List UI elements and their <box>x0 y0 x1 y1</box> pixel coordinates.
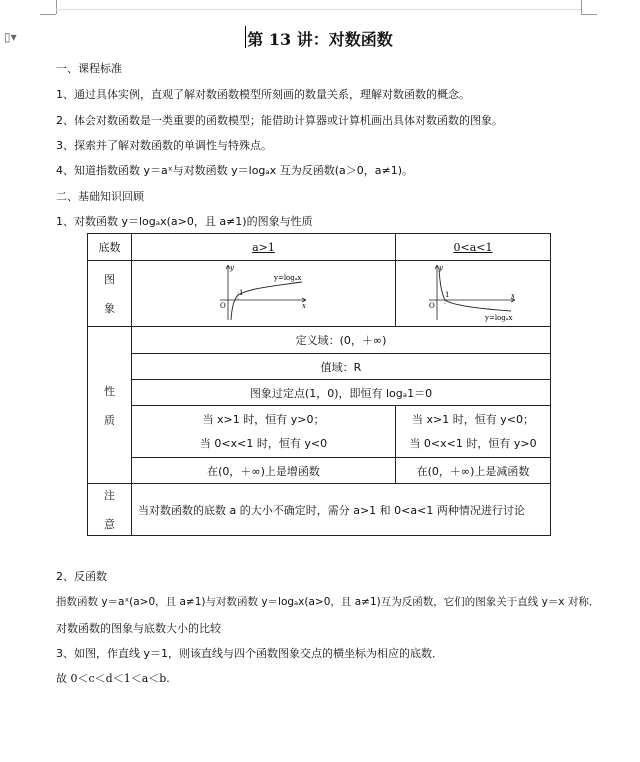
table-row <box>88 484 551 536</box>
monotonic-decreasing-cell: 在(0，＋∞)上是减函数 <box>396 458 551 484</box>
note-row-label: 注 意 <box>88 484 132 536</box>
section-heading-2: 二、基础知识回顾 <box>56 190 144 203</box>
graph-increasing <box>132 261 396 327</box>
inverse-function-text: 指数函数 y＝aˣ(a>0，且 a≠1)与对数函数 y＝logₐx(a>0，且 a≠1)互为反函数，它们的图象关于直线 y＝x 对称． <box>56 596 600 608</box>
property-row-label: 性 质 <box>88 327 132 484</box>
svg-text:y=logₐx: y=logₐx <box>273 274 301 282</box>
sign-cell-decreasing: 当 x>1 时，恒有 y<0； 当 0<x<1 时，恒有 y>0 <box>396 406 551 458</box>
svg-text:1: 1 <box>238 289 243 297</box>
note-cell: 当对数函数的底数 a 的大小不确定时，需分 a>1 和 0<a<1 两种情况进行讨论 <box>132 484 551 536</box>
range-cell: 值域：R <box>132 354 551 380</box>
crop-mark-tr-h <box>581 14 597 15</box>
header-rule <box>56 9 581 10</box>
svg-text:y: y <box>229 264 234 272</box>
domain-cell: 定义域：(0，＋∞) <box>132 327 551 354</box>
sign-cell-increasing: 当 x>1 时，恒有 y>0； 当 0<x<1 时，恒有 y<0 <box>132 406 396 458</box>
list-item: 1、通过具体实例，直观了解对数函数模型所刻画的数量关系，理解对数函数的概念。 <box>56 88 470 101</box>
table-row <box>88 327 551 354</box>
table-row <box>88 354 551 380</box>
conclusion-text: 故 0＜c＜d＜1＜a＜b. <box>56 672 170 685</box>
section-heading-1: 一、课程标准 <box>56 62 122 75</box>
document-icon[interactable]: ▯▾ <box>4 30 17 44</box>
svg-text:1: 1 <box>445 291 450 299</box>
crop-mark-tl-h <box>40 14 56 15</box>
base-header: 底数 <box>88 234 132 261</box>
page-title: 第 13 讲：对数函数 <box>247 30 393 49</box>
list-item: 3、探索并了解对数函数的单调性与特殊点。 <box>56 139 272 152</box>
svg-text:O: O <box>429 302 435 310</box>
graph-decreasing <box>396 261 551 327</box>
col1-header: a>1 <box>132 234 396 261</box>
subheading: 1、对数函数 y＝logₐx(a>0，且 a≠1)的图象与性质 <box>56 215 313 228</box>
comparison-heading: 对数函数的图象与底数大小的比较 <box>56 622 221 635</box>
item-3-text: 3、如图，作直线 y＝1，则该直线与四个函数图象交点的横坐标为相应的底数． <box>56 647 444 660</box>
graph-decreasing-svg <box>423 262 523 322</box>
crop-mark-tr-v <box>581 0 582 14</box>
svg-text:x: x <box>511 292 515 300</box>
list-item: 2、体会对数函数是一类重要的函数模型；能借助计算器或计算机画出具体对数函数的图象。 <box>56 114 503 127</box>
svg-text:x: x <box>301 302 306 310</box>
section-heading-3: 2、反函数 <box>56 570 107 583</box>
crop-mark-tl-v <box>56 0 57 14</box>
table-row <box>88 261 551 327</box>
col2-header: 0<a<1 <box>396 234 551 261</box>
table-row <box>88 406 551 458</box>
graph-increasing-svg <box>214 262 314 322</box>
fixed-point-cell: 图象过定点(1，0)，即恒有 logₐ1＝0 <box>132 380 551 406</box>
list-item: 4、知道指数函数 y＝aˣ与对数函数 y＝logₐx 互为反函数(a＞0，a≠1)。 <box>56 164 413 177</box>
table-row <box>88 234 551 261</box>
svg-text:O: O <box>219 302 226 310</box>
table-row <box>88 380 551 406</box>
table-row <box>88 458 551 484</box>
graph-row-label: 图 象 <box>88 261 132 327</box>
monotonic-increasing-cell: 在(0，＋∞)上是增函数 <box>132 458 396 484</box>
svg-text:y: y <box>439 264 443 272</box>
svg-text:y=logₐx: y=logₐx <box>485 314 513 322</box>
properties-table <box>87 233 551 536</box>
